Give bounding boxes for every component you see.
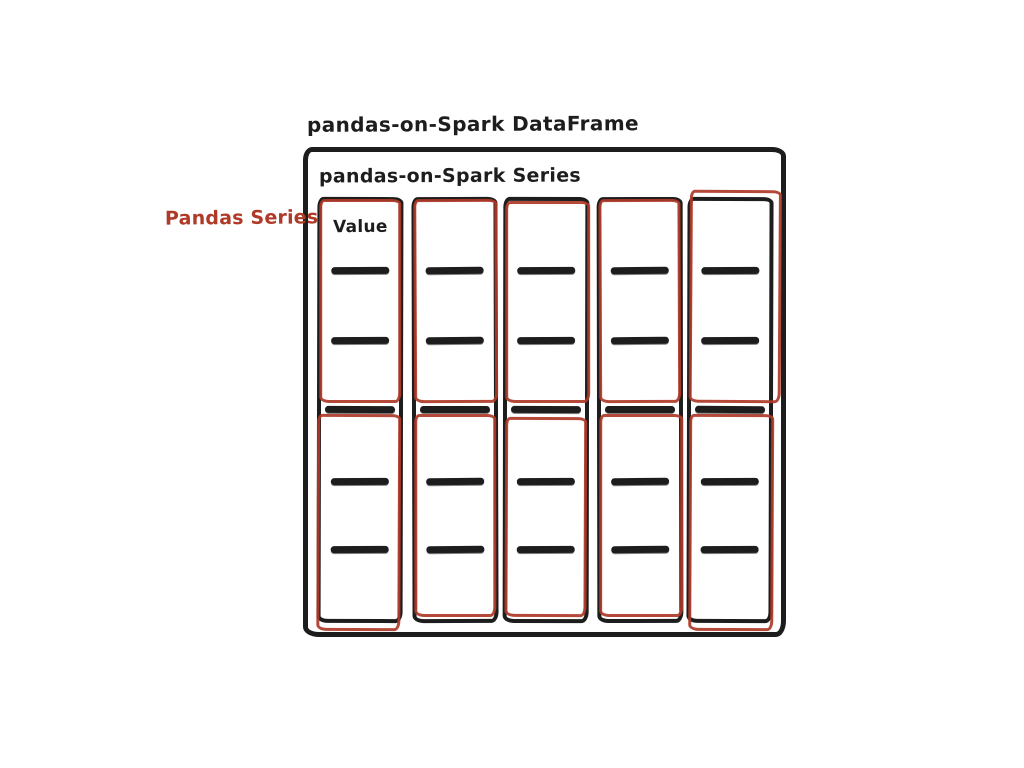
pandas-series-label: Pandas Series — [164, 206, 319, 230]
value-row-mark — [701, 478, 759, 485]
value-row-mark — [695, 406, 765, 413]
pandas-on-spark-series-label: pandas-on-Spark Series — [318, 164, 582, 188]
series-columns-container — [317, 197, 773, 623]
pandas-series-partition-outline — [504, 417, 587, 617]
value-row-mark — [517, 478, 575, 485]
dataframe-title: pandas-on-Spark DataFrame — [306, 111, 640, 137]
pandas-on-spark-series-column — [686, 197, 773, 623]
value-row-mark — [331, 546, 389, 553]
value-row-mark — [426, 546, 484, 554]
value-row-mark — [426, 337, 484, 345]
pandas-series-partition-outline — [505, 201, 590, 403]
value-row-mark — [331, 478, 389, 485]
value-row-mark — [611, 478, 669, 486]
pandas-series-partition-outline — [688, 414, 774, 631]
pandas-series-partition-outline — [413, 199, 498, 403]
value-row-mark — [517, 546, 575, 553]
pandas-on-spark-series-column — [317, 197, 404, 623]
value-row-mark — [611, 337, 669, 345]
pandas-series-partition-outline — [598, 199, 681, 403]
value-row-mark — [611, 546, 669, 554]
pandas-series-partition-outline — [599, 414, 683, 617]
pandas-on-spark-series-column — [411, 197, 498, 623]
pandas-series-partition-outline — [316, 414, 401, 631]
value-row-mark — [426, 478, 484, 486]
value-row-mark — [325, 406, 395, 413]
value-row-mark — [517, 267, 575, 274]
pandas-series-partition-outline — [689, 190, 782, 404]
value-row-mark — [605, 406, 675, 413]
value-row-mark — [331, 267, 389, 274]
value-row-mark — [420, 406, 490, 413]
value-row-mark — [611, 267, 669, 275]
pandas-on-spark-series-column — [597, 197, 684, 623]
value-row-mark — [517, 337, 575, 344]
value-row-mark — [331, 337, 389, 344]
pandas-series-partition-outline — [414, 414, 496, 617]
value-row-mark — [426, 267, 484, 275]
value-row-mark — [701, 267, 759, 274]
value-row-mark — [701, 337, 759, 344]
value-row-mark — [701, 546, 759, 553]
value-row-mark — [511, 406, 581, 413]
pandas-on-spark-series-column — [503, 197, 590, 623]
value-column-header: Value — [332, 216, 388, 238]
